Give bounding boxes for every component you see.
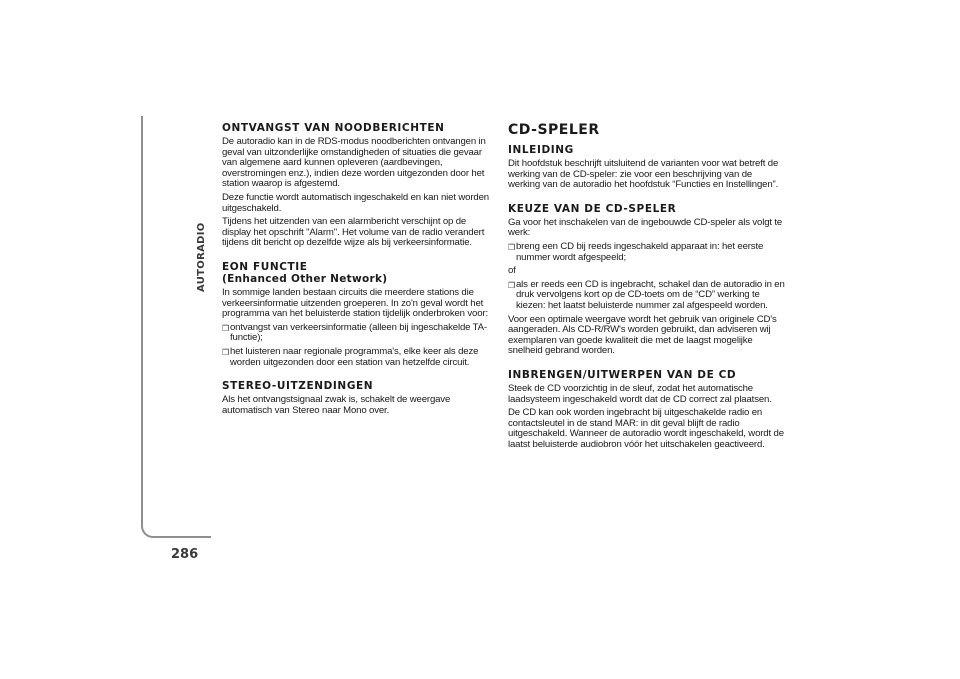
- heading-insert-eject-cd: INBRENGEN/UITWERPEN VAN DE CD: [508, 368, 737, 381]
- checkbox-bullet-icon: ❒: [222, 347, 230, 357]
- paragraph-or: of: [508, 265, 516, 277]
- heading-cd-player-selection: KEUZE VAN DE CD-SPELER: [508, 202, 677, 215]
- heading-eon-function: [222, 261, 492, 285]
- heading-emergency-broadcasts: ONTVANGST VAN NOODBERICHTEN: [222, 122, 445, 134]
- checkbox-bullet-icon: ❒: [222, 323, 230, 333]
- left-column: [222, 122, 492, 419]
- list-item: [508, 280, 786, 312]
- list-item: [508, 242, 786, 263]
- paragraph: Ga voor het inschakelen van de ingebouwde CD-speler als volgt te werk:: [508, 216, 783, 239]
- page-number: 286: [171, 547, 199, 562]
- paragraph: Deze functie wordt automatisch ingeschakeld en kan niet worden uitgeschakeld.: [222, 191, 489, 214]
- section-side-label: AUTORADIO: [196, 222, 207, 292]
- paragraph: De autoradio kan in de RDS-modus noodberichten ontvangen in geval van uitzonderlijke omstandigheden of situaties die gevaar van algemene aard kunnen opleveren (aardbevingen, overstromingen enz.), indien deze worden uitgezonden door het station waarop is afgestemd.: [222, 136, 486, 190]
- checkbox-bullet-icon: ❒: [508, 280, 516, 290]
- paragraph: Tijdens het uitzenden van een alarmbericht verschijnt op de display het opschrift "Alarm". Het volume van de radio verandert tijdens dit bericht op dezelfde wijze als bij verkeersinformatie.: [222, 216, 485, 249]
- page-title: CD-SPELER: [508, 122, 600, 138]
- heading-eon-subtitle: (Enhanced Other Network): [222, 272, 388, 285]
- heading-stereo-broadcasts: STEREO-UITZENDINGEN: [222, 380, 374, 393]
- list-item: [222, 347, 492, 368]
- list-item-text: breng een CD bij reeds ingeschakeld apparaat in: het eerste nummer wordt afgespeeld;: [516, 240, 764, 263]
- list-item-text: het luisteren naar regionale programma's, elke keer als deze worden uitgezonden door een station van hetzelfde circuit.: [230, 345, 479, 368]
- paragraph: Dit hoofdstuk beschrijft uitsluitend de varianten voor wat betreft de werking van de CD-speler: zie voor een beschrijving van de werking van de autoradio het hoofdstuk “Functies en Instellingen”.: [508, 158, 779, 191]
- heading-introduction: INLEIDING: [508, 144, 574, 156]
- heading-eon-title: EON FUNCTIE: [222, 260, 308, 273]
- list-item-text: ontvangst van verkeersinformatie (alleen bij ingeschakelde TA-functie);: [230, 321, 487, 344]
- checkbox-bullet-icon: ❒: [508, 242, 516, 252]
- paragraph: Steek de CD voorzichtig in de sleuf, zodat het automatische laadsysteem ingeschakeld wordt dat de CD correct zal plaatsen.: [508, 382, 772, 405]
- paragraph: In sommige landen bestaan circuits die meerdere stations die verkeersinformatie uitzenden groeperen. In zo'n geval wordt het programma van het beluisterde station tijdelijk onderbroken voor:: [222, 286, 488, 320]
- paragraph: De CD kan ook worden ingebracht bij uitgeschakelde radio en contactsleutel in de stand MAR: in dit geval blijft de radio uitgeschakeld. Wanneer de autoradio wordt ingeschakeld, wordt de laatst beluisterde audiobron vóór het uitschakelen geactiveerd.: [508, 407, 784, 450]
- paragraph: Als het ontvangstsignaal zwak is, schakelt de weergave automatisch van Stereo naar Mono over.: [222, 394, 451, 416]
- list-item: [222, 323, 492, 344]
- paragraph: Voor een optimale weergave wordt het gebruik van originele CD's aangeraden. Als CD-R/RW's worden gebruikt, dan adviseren wij exemplaren van goede kwaliteit die met de laagst mogelijke snelheid gebrand worden.: [508, 313, 777, 357]
- right-column: [508, 122, 786, 453]
- list-item-text: als er reeds een CD is ingebracht, schakel dan de autoradio in en druk vervolgens kort op de CD-toets om de “CD” werking te kiezen: het laatst beluisterde nummer zal afgespeeld worden.: [516, 278, 785, 311]
- page-frame: [141, 116, 211, 538]
